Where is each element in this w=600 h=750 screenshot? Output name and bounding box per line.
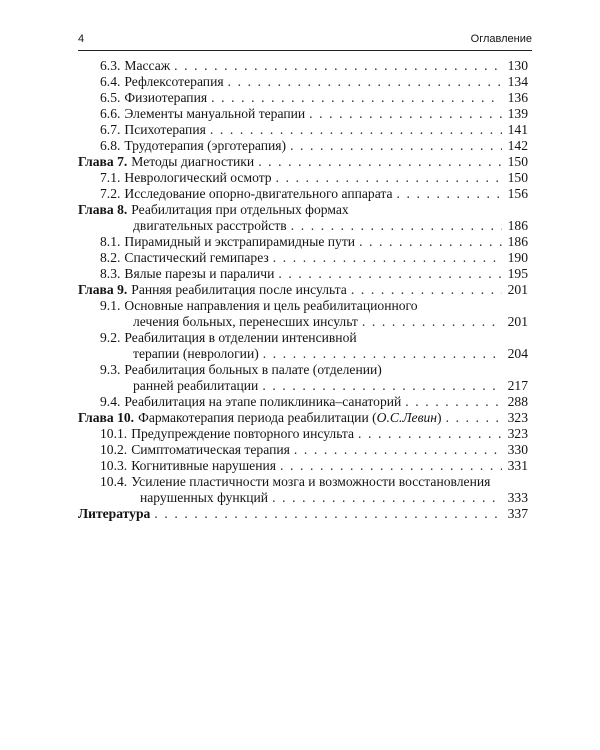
dot-leader: [263, 346, 502, 362]
chapter-title: Фармакотерапия периода реабилитации: [138, 410, 369, 425]
toc-number: 9.1.: [100, 298, 121, 313]
header-rule: [78, 50, 532, 51]
dot-leader: [258, 154, 502, 170]
dot-leader: [273, 250, 502, 266]
toc-entry[interactable]: [78, 394, 528, 410]
dot-leader: [276, 170, 502, 186]
toc-number: 8.2.: [100, 250, 121, 265]
literature-title: Литература: [78, 506, 151, 521]
toc-title: Рефлексотерапия: [124, 74, 224, 89]
chapter-title: Ранняя реабилитация после инсульта: [131, 282, 347, 297]
toc-page: 330: [507, 442, 528, 457]
toc-page: 141: [507, 122, 528, 137]
toc-title-cont: ранней реабилитации: [133, 378, 259, 393]
toc-title: Когнитивные нарушения: [131, 458, 276, 473]
toc-title: Усиление пластичности мозга и возможности восстановления: [131, 474, 491, 489]
toc-entry[interactable]: [78, 442, 528, 458]
toc-page: 190: [507, 250, 528, 265]
toc-page: 186: [507, 234, 528, 249]
toc-title: Психотерапия: [124, 122, 206, 137]
toc-chapter[interactable]: [78, 282, 528, 298]
toc-title: Реабилитация больных в палате (отделении): [124, 362, 382, 377]
dot-leader: [294, 442, 502, 458]
dot-leader: [351, 282, 502, 298]
toc-number: 6.8.: [100, 138, 121, 153]
toc-literature[interactable]: [78, 506, 528, 522]
toc-title: Основные направления и цель реабилитационного: [124, 298, 418, 313]
page-header: [78, 33, 532, 51]
toc-title: Реабилитация на этапе поликлиника–санаторий: [124, 394, 402, 409]
dot-leader: [359, 234, 502, 250]
dot-leader: [228, 74, 502, 90]
toc-entry[interactable]: [78, 106, 528, 122]
toc-number: 7.1.: [100, 170, 121, 185]
running-title: Оглавление: [470, 33, 532, 45]
toc-entry[interactable]: [78, 58, 528, 74]
toc-title: Элементы мануальной терапии: [124, 106, 306, 121]
toc-page: 323: [507, 410, 528, 425]
toc-page: 204: [507, 346, 528, 361]
toc-page: 337: [507, 506, 528, 521]
toc-entry[interactable]: [78, 474, 528, 506]
toc-number: 8.3.: [100, 266, 121, 281]
toc-page: 323: [507, 426, 528, 441]
toc-number: 10.4.: [100, 474, 128, 489]
chapter-title: Реабилитация при отдельных формах: [131, 202, 349, 217]
table-of-contents: [78, 58, 528, 522]
toc-page: 150: [507, 154, 528, 169]
dot-leader: [446, 410, 502, 426]
dot-leader: [210, 122, 502, 138]
author-name: О.С.Левин: [376, 410, 438, 425]
toc-title: Неврологический осмотр: [124, 170, 272, 185]
toc-title: Исследование опорно-двигательного аппарата: [124, 186, 393, 201]
toc-page: 217: [507, 378, 528, 393]
toc-number: 9.3.: [100, 362, 121, 377]
chapter-title-cont: двигательных расстройств: [133, 218, 287, 233]
dot-leader: [272, 490, 502, 506]
toc-entry[interactable]: [78, 170, 528, 186]
toc-title: Симптоматическая терапия: [131, 442, 290, 457]
toc-page: 139: [507, 106, 528, 121]
toc-number: 6.3.: [100, 58, 121, 73]
toc-entry[interactable]: [78, 234, 528, 250]
dot-leader: [211, 90, 502, 106]
page-number: 4: [78, 33, 85, 45]
toc-title: Физиотерапия: [124, 90, 208, 105]
toc-title-cont: нарушенных функций: [140, 490, 269, 505]
chapter-number: Глава 7.: [78, 154, 128, 169]
toc-number: 8.1.: [100, 234, 121, 249]
toc-page: 333: [507, 490, 528, 505]
toc-number: 6.4.: [100, 74, 121, 89]
toc-entry[interactable]: [78, 138, 528, 154]
toc-number: 6.6.: [100, 106, 121, 121]
toc-title: Массаж: [124, 58, 171, 73]
dot-leader: [154, 506, 502, 522]
toc-page: 186: [507, 218, 528, 233]
toc-title: Пирамидный и экстрапирамидные пути: [124, 234, 356, 249]
toc-number: 10.3.: [100, 458, 128, 473]
toc-page: 156: [507, 186, 528, 201]
toc-page: 130: [507, 58, 528, 73]
toc-page: 288: [507, 394, 528, 409]
toc-title: Спастический гемипарез: [124, 250, 269, 265]
toc-entry[interactable]: [78, 330, 528, 362]
toc-title: Трудотерапия (эрготерапия): [124, 138, 287, 153]
toc-chapter[interactable]: [78, 154, 528, 170]
toc-entry[interactable]: [78, 250, 528, 266]
toc-entry[interactable]: [78, 90, 528, 106]
toc-page: 331: [507, 458, 528, 473]
toc-entry[interactable]: [78, 266, 528, 282]
toc-title: Предупреждение повторного инсульта: [131, 426, 355, 441]
toc-title-cont: терапии (неврологии): [133, 346, 259, 361]
toc-number: 7.2.: [100, 186, 121, 201]
dot-leader: [174, 58, 502, 74]
dot-leader: [358, 426, 502, 442]
chapter-title: Методы диагностики: [131, 154, 255, 169]
toc-number: 6.5.: [100, 90, 121, 105]
toc-entry[interactable]: [78, 186, 528, 202]
chapter-number: Глава 8.: [78, 202, 128, 217]
toc-number: 9.2.: [100, 330, 121, 345]
toc-page: 136: [507, 90, 528, 105]
toc-entry[interactable]: [78, 426, 528, 442]
chapter-number: Глава 10.: [78, 410, 135, 425]
toc-title-cont: лечения больных, перенесших инсульт: [133, 314, 358, 329]
dot-leader: [362, 314, 502, 330]
toc-page: 195: [507, 266, 528, 281]
toc-page: 134: [507, 74, 528, 89]
toc-number: 10.1.: [100, 426, 128, 441]
toc-entry[interactable]: [78, 362, 528, 394]
toc-entry[interactable]: [78, 122, 528, 138]
dot-leader: [278, 266, 502, 282]
toc-number: 9.4.: [100, 394, 121, 409]
toc-entry[interactable]: [78, 458, 528, 474]
toc-page: 150: [507, 170, 528, 185]
toc-title: Вялые парезы и параличи: [124, 266, 275, 281]
toc-entry[interactable]: [78, 74, 528, 90]
dot-leader: [290, 138, 502, 154]
dot-leader: [291, 218, 502, 234]
toc-chapter[interactable]: [78, 202, 528, 234]
chapter-number: Глава 9.: [78, 282, 128, 297]
dot-leader: [405, 394, 502, 410]
dot-leader: [280, 458, 502, 474]
toc-chapter[interactable]: Глава 10. Фармакотерапия периода реабилитации (О.С.Левин) . . . 323: [78, 410, 528, 426]
toc-page: 142: [507, 138, 528, 153]
dot-leader: [309, 106, 502, 122]
toc-page: 201: [507, 282, 528, 297]
dot-leader: [262, 378, 502, 394]
dot-leader: [397, 186, 502, 202]
toc-page: 201: [507, 314, 528, 329]
toc-number: 6.7.: [100, 122, 121, 137]
toc-title: Реабилитация в отделении интенсивной: [124, 330, 357, 345]
toc-entry[interactable]: [78, 298, 528, 330]
toc-number: 10.2.: [100, 442, 128, 457]
